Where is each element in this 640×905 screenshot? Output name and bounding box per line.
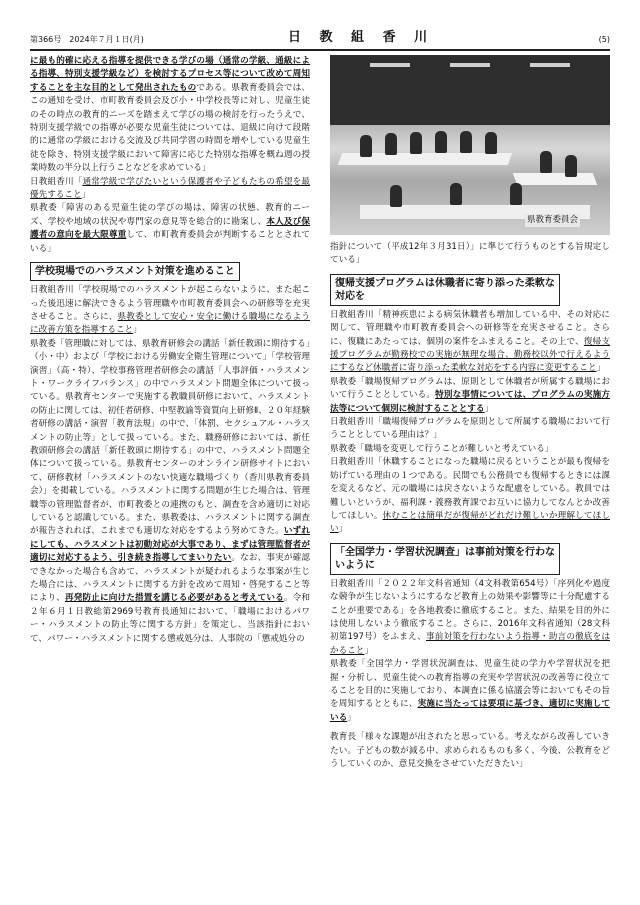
- attendee: [450, 183, 462, 205]
- body-text: 」: [81, 190, 91, 201]
- body-text: 。なお、事実が確認できなかった場合も含めて、ハラスメントが疑われるような事案が生じた場合には、ハラスメントに関する方針を改めて周知・啓発すること等により、: [30, 553, 310, 604]
- paragraph: [30, 176, 310, 203]
- paragraph: [330, 416, 610, 443]
- section-heading-national-test: [330, 543, 560, 575]
- heading-line: 復帰支援プログラムは休職者に寄り添った柔軟な: [335, 277, 555, 289]
- underlined-text: 復帰支援プログラムが勤務校での実施が無理な場合、勤務校以外で行えるようにするなど休職者に寄り添った柔軟な対応をする内容に変更すること: [330, 336, 610, 374]
- body-text: 日教組香川「２０２２年文科省通知（4文科教第654号）「序列化や過度な競争が生じないようにするなど教育上の効果や影響等に十分配慮することが重要である」を各地教委に徹底すること。また、結果を目的外には使用しないよう徹底すること。さらに、2016年文科省通知（28文科初第197号）をふまえ、: [330, 578, 610, 643]
- body-text: 日教組香川「休職することになった職場に戻るということが最も復帰を妨げている理由の１つである。民間でも公務員でも復帰するときには課を変えるなど、元の職場には戻さないような配慮をしている。教員では難しいというが、福利課・義務教育課でお互いに協力してなんとか改善してほしい。: [330, 457, 610, 521]
- underlined-text: 通常学級で学びたいという保護者や子どもたちの希望を最優先すること: [30, 176, 310, 201]
- body-text: 県教委「障害のある児童生徒の学びの場は、障害の状態、教育的ニーズ、学校や地域の状況や専門家の意見等を総合的に勘案し、: [30, 203, 310, 227]
- underlined-text: 特別な事情については、プログラムの実施方法等について個別に検討することとする: [330, 390, 610, 414]
- body-text: 日教組香川「学校現場でのハラスメントが起こらないように、また起こった後迅速に解決できるよう管理職や市町教育委員会への研修等を充実させること。さらに、: [30, 285, 310, 322]
- attendee: [385, 133, 397, 155]
- underlined-text: 再発防止に向けた措置を講じる必要があると考えている: [65, 593, 284, 604]
- attendee: [390, 185, 402, 207]
- body-text: 」: [133, 325, 142, 336]
- underlined-text: に最も的確に応える指導を提供できる学びの場（通常の学級、通級による指導、特別支援学級など）を検討するプロセス等について改めて周知することを主な目的として発出されたもの: [30, 56, 310, 93]
- body-text: 教育長「様々な課題が出されたと思っている。考えながら改善していきたい。子どもの数が減る中、求められるものも多く、今後、公教育をどうしていくのか、意見交換をさせていただきたい」: [330, 732, 610, 769]
- attendee: [435, 131, 447, 153]
- paragraph: [330, 731, 610, 771]
- attendee: [410, 132, 422, 154]
- section-heading-harassment: 学校現場でのハラスメント対策を進めること: [30, 262, 240, 281]
- body-text: 。令和２年６月１日教総第2969号教育長通知において、「職場におけるパワー・ハラスメントの防止等に関する方針」を策定し、当該指針において、パワー・ハラスメントに関する懲戒処分は、人事院の「懲戒処分の: [30, 593, 310, 644]
- right-column: [330, 55, 610, 771]
- body-text: 日教組香川「精神疾患による病気休職者も増加している中、その対応に関して、管理職や市町教育委員会への研修等を充実させること。さらに、復職にあたっては、個別の案件をふまえること。その上で、: [330, 309, 610, 347]
- body-text: 県教委「全国学力・学習状況調査は、児童生徒の学力や学習状況を把握・分析し、児童生徒への教育指導の充実や学習状況の改善等に役立てることを目的に実施しており、本調査に係る協議会等においてもその旨を周知するとともに、: [330, 659, 610, 710]
- section-heading-return-support: [330, 274, 560, 306]
- attendee: [510, 183, 522, 205]
- body-text: 」: [338, 524, 348, 535]
- body-text: 日教組香川「: [30, 176, 83, 187]
- body-text: 日教組香川「職場復帰プログラムを原則として所属する職場において行うこととしている理由は？」: [330, 417, 610, 441]
- body-text: 指針について（平成12年３月31日）」に準じて行うものとする旨規定している」: [330, 242, 610, 266]
- heading-line: 対応を: [335, 290, 365, 302]
- underlined-text: 休むことは簡単だが復帰がどれだけ難しいか理解してほしい: [330, 510, 610, 535]
- body-text: 」: [347, 712, 356, 723]
- paragraph: [330, 376, 610, 416]
- heading-line: いように: [335, 559, 375, 571]
- underlined-text: 県教委として安心・安全に働ける職場になるように改善方策を指導すること: [30, 311, 310, 336]
- newsletter-title: 日 教 組 香 川: [288, 30, 435, 45]
- paragraph: [330, 309, 610, 376]
- attendee: [460, 131, 472, 153]
- body-text: 」: [484, 403, 494, 414]
- paragraph: [30, 284, 310, 338]
- body-text: して、市町教育委員会が判断することとされている」: [30, 230, 310, 254]
- attendee: [540, 151, 552, 173]
- paragraph: [30, 202, 310, 256]
- body-text: である。県教育委員会では、この通知を受け、市町教育委員会及び小・中学校長等に対し、児童生徒のその時点の教育的ニーズを踏まえて学びの場の検討を行ったうえで、特別支援学級での指導が必要な児童生徒については、退級に向けて段階的に通常の学級における交流及び共同学習の時間を増やしている児童生徒を除き、特別支援学級において障害に応じた特別な指導を概ね週の授業時数の半分以上行うことなどを求めている」: [30, 82, 310, 174]
- meeting-table: [513, 173, 597, 185]
- paragraph: [330, 443, 610, 456]
- paragraph: [30, 55, 310, 176]
- heading-line: 「全国学力・学習状況調査」は事前対策を行わな: [335, 546, 555, 558]
- paragraph: [330, 578, 610, 658]
- body-text: 」: [364, 645, 373, 656]
- paragraph: [330, 658, 610, 725]
- ceiling-light: [450, 63, 490, 67]
- attendee: [360, 135, 372, 157]
- body-text: 県教委「管理職に対しては、県教育研修会の講話「新任教頭に期待する」（小・中）および「学校における労働安全衛生管理について」「学校管理演習」（高・特）、学校事務管理者研修会の講話「人事評価・ハラスメント・ワークライフバランス」の中でハラスメント問題全体について扱っている。県教育センターで実施する教職員研修において、ハラスメントの防止に関しては、初任者研修、中堅教諭等資質向上研修Ⅱ、２０年経験者研修の講話・演習「教育法規」の中で、「体罰、セクシュアル・ハラスメントの防止等」として扱っている。また、職務研修においては、新任教頭研修会の講話「新任教頭に期待する」の中で、ハラスメント問題全体について扱っている。県教育センターのオンライン研修サイトにおいて、研修教材「ハラスメントのない快適な職場づくり（香川県教育委員会）」を掲載している。ハラスメントに関する問題が生じた場合は、管理職等の管理監督者が、市町教委との連携のもと、調査を含め適切に対応していると認識している。また、県教委は、ハラスメントに関する調査が報告されれば、これまでも適切な対応をするよう努めてきた。: [30, 338, 310, 537]
- body-text: 県教委「職場を変更して行うことが難しいと考えている」: [330, 443, 554, 454]
- attendee: [565, 155, 577, 177]
- body-text: 県教委「職場復帰プログラムは、原則として休職者が所属する職場において行うこととしている。: [330, 376, 610, 401]
- meeting-photo: [330, 55, 610, 235]
- left-column: [30, 55, 310, 646]
- paragraph: [330, 241, 610, 268]
- underlined-text: いずれにしても、ハラスメントは初動対応が大事であり、まずは管理監督者が適切に対応するよう、引き続き指導してまいりたい: [30, 526, 310, 564]
- underlined-text: 事前対策を行わないよう指導・助言の徹底をはかること: [330, 632, 610, 656]
- body-text: 」: [596, 363, 606, 374]
- issue-date: 第366号 2024年７月１日(月): [30, 35, 144, 44]
- underlined-text: 実施に当たっては要項に基づき、適切に実施している: [330, 699, 610, 723]
- page-header: [30, 30, 610, 51]
- ceiling-light: [530, 63, 570, 67]
- paragraph: [330, 456, 610, 536]
- attendee: [485, 132, 497, 154]
- underlined-text: 本人及び保護者の意向を最大限尊重: [30, 216, 310, 241]
- page-number: (5): [598, 35, 610, 44]
- photo-caption: 県教育委員会: [525, 214, 580, 227]
- ceiling-light: [370, 63, 410, 67]
- paragraph: [30, 338, 310, 646]
